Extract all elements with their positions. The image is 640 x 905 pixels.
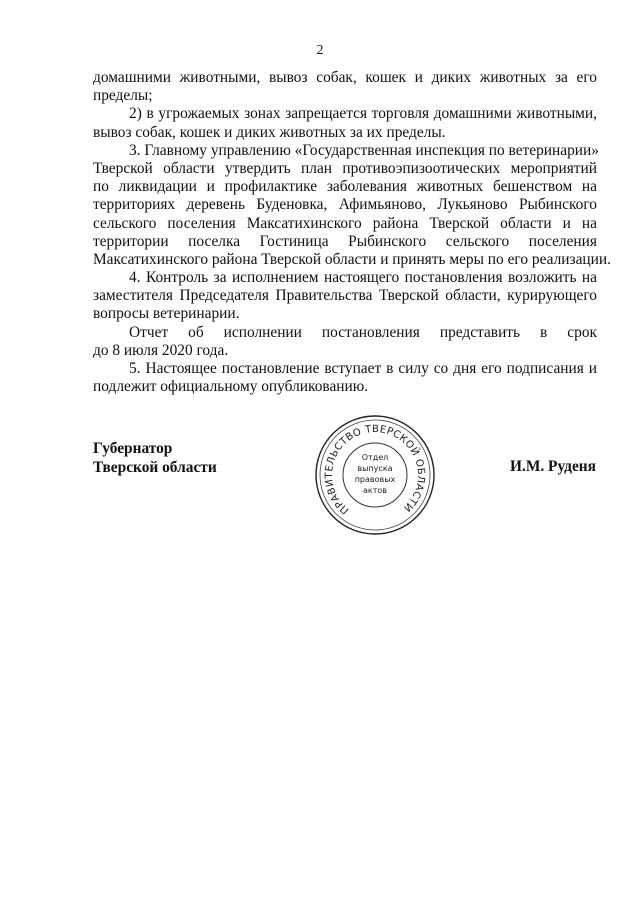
position-line: Тверской области xyxy=(93,458,217,476)
text-line: Максатихинского района Тверской области и принять меры по его реализации. xyxy=(93,250,611,268)
text-line: территориях деревень Буденовка, Афимьяново, Лукьяново Рыбинского xyxy=(93,196,597,214)
stamp-center-text: актов xyxy=(362,486,388,495)
text-line: сельского поселения Максатихинского района Тверской области и на xyxy=(93,214,597,232)
stamp-center-text: правовых xyxy=(354,475,396,484)
official-stamp xyxy=(313,413,437,537)
text-line: вопросы ветеринарии. xyxy=(93,305,240,323)
text-line: Отчет об исполнении постановления представить в срок xyxy=(129,323,597,341)
stamp-seal xyxy=(313,413,437,537)
text-line: заместителя Председателя Правительства Тверской области, курирующего xyxy=(93,287,597,305)
stamp-center-text: Отдел xyxy=(361,453,389,462)
text-line: 2) в угрожаемых зонах запрещается торговля домашними животными, xyxy=(129,105,597,123)
text-line: по ликвидации и профилактике заболевания животных бешенством на xyxy=(93,178,597,196)
paragraph-3 xyxy=(93,141,611,269)
text-line: 4. Контроль за исполнением настоящего постановления возложить на xyxy=(129,269,597,287)
text-line: пределы; xyxy=(93,87,153,105)
stamp-ring-text: ПРАВИТЕЛЬСТВО ТВЕРСКОЙ ОБЛАСТИ xyxy=(323,423,427,516)
paragraph-item-2 xyxy=(93,105,597,141)
text-line: домашними животными, вывоз собак, кошек и диких животных за его xyxy=(93,69,597,86)
position-line: Губернатор xyxy=(93,440,173,457)
text-line: Тверской области утвердить план противоэпизоотических мероприятий xyxy=(93,159,597,177)
signatory-position xyxy=(93,440,217,477)
paragraph-5 xyxy=(93,360,597,396)
text-line: 3. Главному управлению «Государственная инспекция по ветеринарии» xyxy=(129,141,599,159)
text-line: вывоз собак, кошек и диких животных за их пределы. xyxy=(93,123,446,141)
paragraph-continuation xyxy=(93,69,597,105)
text-line: до 8 июля 2020 года. xyxy=(93,341,229,359)
stamp-center-text: выпуска xyxy=(357,464,393,473)
text-line: подлежит официальному опубликованию. xyxy=(93,378,369,396)
paragraph-report xyxy=(93,324,597,360)
document-body xyxy=(93,69,611,396)
text-line: 5. Настоящее постановление вступает в силу со дня его подписания и xyxy=(129,360,597,377)
page-number: 2 xyxy=(316,43,324,58)
paragraph-4 xyxy=(93,269,597,324)
text-line: территории поселка Гостиница Рыбинского сельского поселения xyxy=(93,232,597,250)
signatory-name: И.М. Руденя xyxy=(510,458,596,475)
